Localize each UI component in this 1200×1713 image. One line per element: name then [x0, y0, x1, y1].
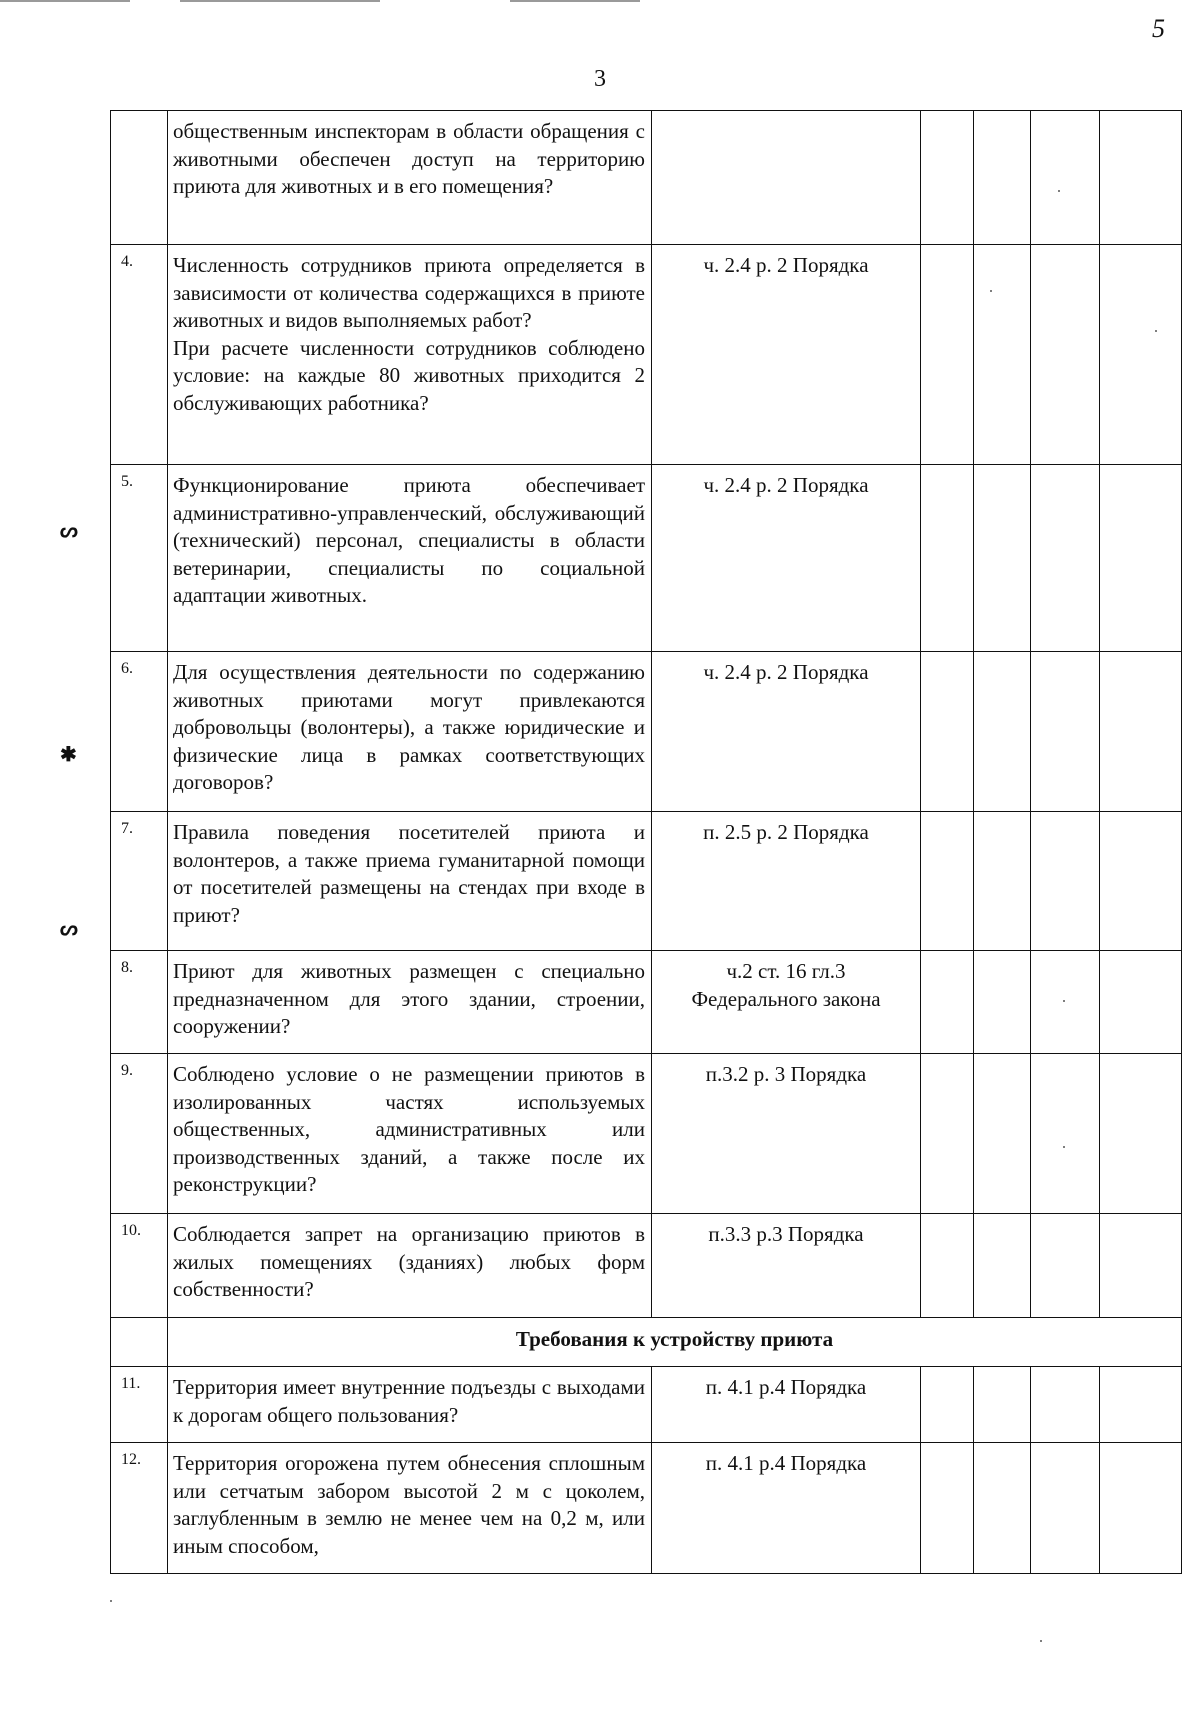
handwritten-page-mark: 5	[1152, 14, 1165, 43]
question-text: общественным инспекторам в области обращения с животными обеспечен доступ на территорию приюта для животных и в его помещения?	[173, 119, 645, 198]
item-number: 10.	[111, 1214, 168, 1318]
question-cell	[168, 1367, 652, 1443]
scan-header-artifact	[0, 0, 1200, 4]
legal-reference-text: п. 4.1 р.4 Порядка	[705, 1375, 867, 1399]
item-number: 5.	[111, 465, 168, 652]
legal-reference-cell	[652, 1443, 921, 1574]
legal-reference-text: ч.2 ст. 16 гл.3	[726, 959, 846, 983]
legal-reference-text: Федерального закона	[691, 986, 881, 1011]
legal-reference-text: ч. 2.4 р. 2 Порядка	[703, 473, 869, 497]
question-cell	[168, 111, 652, 245]
question-text: Для осуществления деятельности по содержанию животных приютами могут привлекаются добровольцы (волонтеры), а также юридические и физические лица в рамках соответствующих договоров?	[173, 660, 645, 794]
answer-cell-na[interactable]	[1031, 1443, 1100, 1574]
notes-cell[interactable]	[1100, 465, 1182, 652]
answer-cell-yes[interactable]	[921, 111, 974, 245]
table-row	[111, 1054, 1182, 1214]
question-text: Соблюдено условие о не размещении приютов в изолированных частях используемых общественных, административных или производственных зданий, а также после их реконструкции?	[173, 1062, 645, 1196]
legal-reference-text: п. 4.1 р.4 Порядка	[705, 1451, 867, 1475]
table-row	[111, 111, 1182, 245]
answer-cell-na[interactable]	[1031, 111, 1100, 245]
scan-speck	[1040, 1640, 1042, 1642]
margin-punch-mark: ᔕ	[60, 520, 78, 542]
section-header-row	[111, 1318, 1182, 1367]
legal-reference-cell	[652, 1054, 921, 1214]
answer-cell-yes[interactable]	[921, 1214, 974, 1318]
item-number: 9.	[111, 1054, 168, 1214]
notes-cell[interactable]	[1100, 1054, 1182, 1214]
section-title: Требования к устройству приюта	[168, 1318, 1182, 1367]
legal-reference-cell	[652, 951, 921, 1054]
item-number: 6.	[111, 652, 168, 812]
notes-cell[interactable]	[1100, 1214, 1182, 1318]
legal-reference-cell	[652, 245, 921, 465]
notes-cell[interactable]	[1100, 1443, 1182, 1574]
margin-punch-mark: ᔕ	[60, 918, 78, 940]
legal-reference-cell	[652, 652, 921, 812]
question-cell	[168, 812, 652, 951]
item-number: 7.	[111, 812, 168, 951]
question-cell	[168, 465, 652, 652]
notes-cell[interactable]	[1100, 652, 1182, 812]
question-text: Приют для животных размещен с специально предназначенном для этого здании, строении, сооружении?	[173, 959, 645, 1038]
question-text: Правила поведения посетителей приюта и волонтеров, а также приема гуманитарной помощи от посетителей размещены на стендах при входе в приют?	[173, 820, 645, 927]
answer-cell-no[interactable]	[974, 1054, 1031, 1214]
answer-cell-na[interactable]	[1031, 652, 1100, 812]
table-row	[111, 1443, 1182, 1574]
notes-cell[interactable]	[1100, 111, 1182, 245]
answer-cell-na[interactable]	[1031, 1367, 1100, 1443]
question-cell	[168, 1443, 652, 1574]
table-row	[111, 951, 1182, 1054]
answer-cell-no[interactable]	[974, 245, 1031, 465]
answer-cell-na[interactable]	[1031, 245, 1100, 465]
table-row	[111, 245, 1182, 465]
answer-cell-na[interactable]	[1031, 1054, 1100, 1214]
answer-cell-no[interactable]	[974, 1214, 1031, 1318]
notes-cell[interactable]	[1100, 951, 1182, 1054]
notes-cell[interactable]	[1100, 1367, 1182, 1443]
page-number: 3	[594, 66, 606, 92]
item-number: 4.	[111, 245, 168, 465]
question-cell	[168, 1054, 652, 1214]
answer-cell-yes[interactable]	[921, 465, 974, 652]
legal-reference-cell	[652, 812, 921, 951]
answer-cell-no[interactable]	[974, 812, 1031, 951]
answer-cell-no[interactable]	[974, 652, 1031, 812]
item-number: 12.	[111, 1443, 168, 1574]
answer-cell-no[interactable]	[974, 1443, 1031, 1574]
question-text: Функционирование приюта обеспечивает административно-управленческий, обслуживающий (технический) персонал, специалисты в области ветеринарии, специалисты по социальной адаптации животных.	[173, 473, 645, 607]
legal-reference-text: ч. 2.4 р. 2 Порядка	[703, 660, 869, 684]
answer-cell-yes[interactable]	[921, 1054, 974, 1214]
legal-reference-text: ч. 2.4 р. 2 Порядка	[703, 253, 869, 277]
legal-reference-cell	[652, 465, 921, 652]
answer-cell-yes[interactable]	[921, 951, 974, 1054]
item-number: 11.	[111, 1367, 168, 1443]
question-text: Численность сотрудников приюта определяется в зависимости от количества содержащихся в приюте животных и видов выполняемых работ?	[173, 253, 645, 332]
question-text: Соблюдается запрет на организацию приютов в жилых помещениях (зданиях) любых форм собственности?	[173, 1222, 645, 1301]
table-row	[111, 1214, 1182, 1318]
answer-cell-na[interactable]	[1031, 812, 1100, 951]
answer-cell-yes[interactable]	[921, 1367, 974, 1443]
answer-cell-no[interactable]	[974, 1367, 1031, 1443]
item-number: 8.	[111, 951, 168, 1054]
answer-cell-na[interactable]	[1031, 465, 1100, 652]
scan-speck	[110, 1600, 112, 1602]
answer-cell-yes[interactable]	[921, 652, 974, 812]
answer-cell-no[interactable]	[974, 111, 1031, 245]
question-cell	[168, 1214, 652, 1318]
item-number	[111, 1318, 168, 1367]
legal-reference-text: п. 2.5 р. 2 Порядка	[703, 820, 869, 844]
margin-punch-mark: ✱	[60, 744, 77, 766]
answer-cell-no[interactable]	[974, 465, 1031, 652]
notes-cell[interactable]	[1100, 812, 1182, 951]
answer-cell-yes[interactable]	[921, 812, 974, 951]
question-text: Территория имеет внутренние подъезды с выходами к дорогам общего пользования?	[173, 1375, 645, 1427]
legal-reference-cell	[652, 1367, 921, 1443]
question-cell	[168, 245, 652, 465]
checklist-table	[110, 110, 1182, 1574]
table-row	[111, 1367, 1182, 1443]
legal-reference-cell	[652, 1214, 921, 1318]
legal-reference-cell	[652, 111, 921, 245]
answer-cell-yes[interactable]	[921, 245, 974, 465]
answer-cell-yes[interactable]	[921, 1443, 974, 1574]
question-cell	[168, 951, 652, 1054]
question-text: Территория огорожена путем обнесения сплошным или сетчатым забором высотой 2 м с цоколем, заглубленным в землю не менее чем на 0,2 м, или иным способом,	[173, 1451, 645, 1558]
answer-cell-na[interactable]	[1031, 951, 1100, 1054]
question-cell	[168, 652, 652, 812]
table-row	[111, 652, 1182, 812]
answer-cell-na[interactable]	[1031, 1214, 1100, 1318]
answer-cell-no[interactable]	[974, 951, 1031, 1054]
legal-reference-text: п.3.3 р.3 Порядка	[708, 1222, 864, 1246]
question-text: При расчете численности сотрудников соблюдено условие: на каждые 80 животных приходится 2 обслуживающих работника?	[173, 335, 645, 415]
table-row	[111, 812, 1182, 951]
table-row	[111, 465, 1182, 652]
notes-cell[interactable]	[1100, 245, 1182, 465]
item-number	[111, 111, 168, 245]
checklist-table-body	[111, 111, 1182, 1574]
legal-reference-text: п.3.2 р. 3 Порядка	[705, 1062, 867, 1086]
